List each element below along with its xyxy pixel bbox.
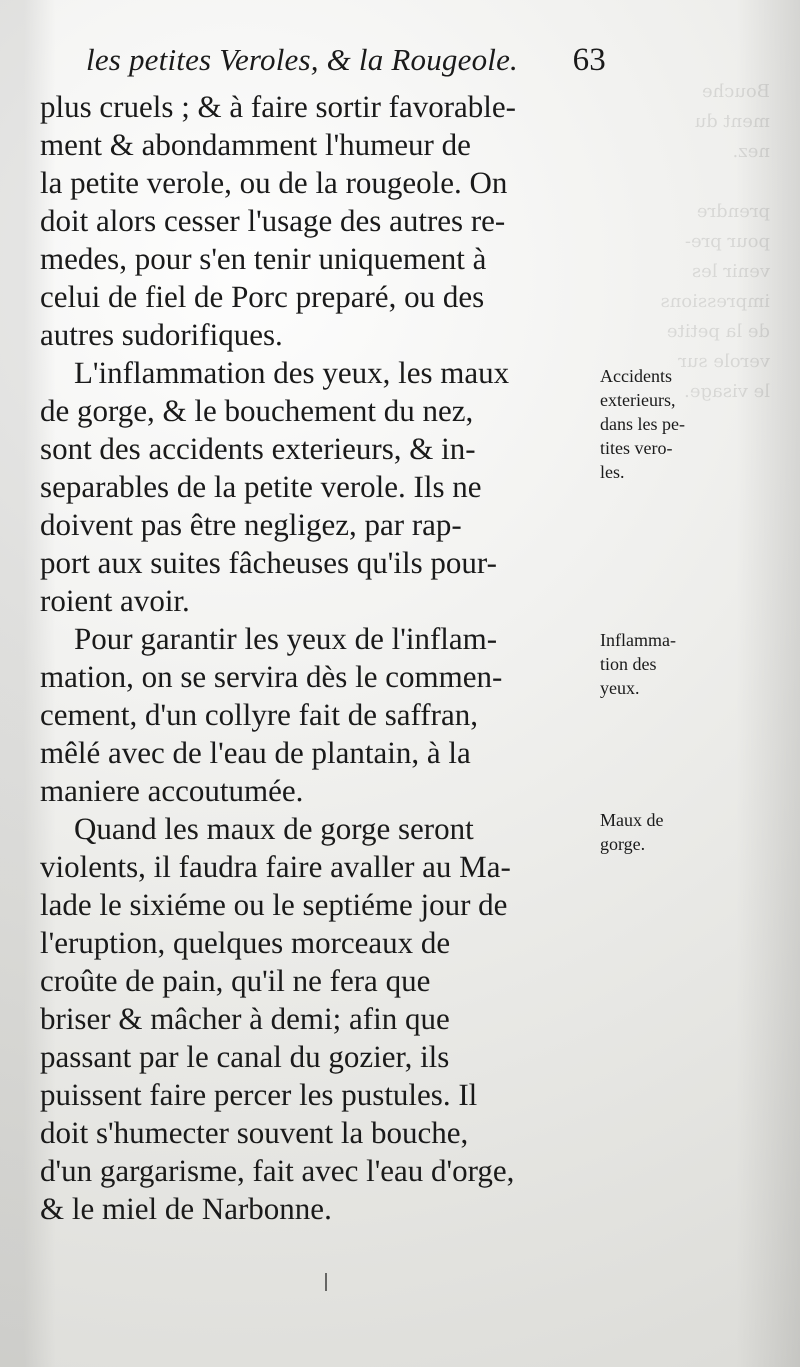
text-line-19: maniere accoutumée. xyxy=(40,773,304,808)
marginal-throat-line-2: gorge. xyxy=(600,834,646,854)
marginal-note-throat xyxy=(600,808,750,856)
text-line-15: Pour garantir les yeux de l'inflam- xyxy=(74,621,498,656)
text-line-8: L'inflammation des yeux, les maux xyxy=(74,355,510,390)
marginal-inflammation-line-2: tion des xyxy=(600,654,657,674)
text-line-17: cement, d'un collyre fait de saffran, xyxy=(40,697,478,732)
text-line-27: puissent faire percer les pustules. Il xyxy=(40,1077,478,1112)
text-line-24: croûte de pain, qu'il ne fera que xyxy=(40,963,431,998)
text-line-1: plus cruels ; & à faire sortir favorable- xyxy=(40,89,517,124)
marginal-accidents-line-4: tites vero- xyxy=(600,438,673,458)
marginal-note-inflammation xyxy=(600,628,750,700)
text-line-4: doit alors cesser l'usage des autres re- xyxy=(40,203,506,238)
marginal-accidents-line-1: Accidents xyxy=(600,366,672,386)
main-text-block xyxy=(40,88,595,1228)
text-line-5: medes, pour s'en tenir uniquement à xyxy=(40,241,487,276)
marginal-inflammation-line-1: Inflamma- xyxy=(600,630,676,650)
text-line-28: doit s'humecter souvent la bouche, xyxy=(40,1115,469,1150)
running-title: les petites Veroles, & la Rougeole. xyxy=(86,42,519,77)
marginal-accidents-line-2: exterieurs, xyxy=(600,390,676,410)
text-line-10: sont des accidents exterieurs, & in- xyxy=(40,431,476,466)
marginal-accidents-line-5: les. xyxy=(600,462,625,482)
bottom-ink-mark xyxy=(325,1273,327,1291)
text-line-2: ment & abondamment l'humeur de xyxy=(40,127,471,162)
text-line-30: & le miel de Narbonne. xyxy=(40,1191,332,1226)
text-line-13: port aux suites fâcheuses qu'ils pour- xyxy=(40,545,497,580)
marginal-note-accidents xyxy=(600,364,750,484)
text-line-12: doivent pas être negligez, par rap- xyxy=(40,507,462,542)
text-line-3: la petite verole, ou de la rougeole. On xyxy=(40,165,508,200)
marginal-throat-line-1: Maux de xyxy=(600,810,664,830)
marginal-accidents-line-3: dans les pe- xyxy=(600,414,685,434)
text-line-23: l'eruption, quelques morceaux de xyxy=(40,925,451,960)
text-line-20: Quand les maux de gorge seront xyxy=(74,811,474,846)
text-line-25: briser & mâcher à demi; afin que xyxy=(40,1001,450,1036)
page-header xyxy=(86,42,606,92)
text-line-16: mation, on se servira dès le commen- xyxy=(40,659,503,694)
text-line-26: passant par le canal du gozier, ils xyxy=(40,1039,450,1074)
text-line-7: autres sudorifiques. xyxy=(40,317,283,352)
text-line-29: d'un gargarisme, fait avec l'eau d'orge, xyxy=(40,1153,515,1188)
text-line-14: roient avoir. xyxy=(40,583,190,618)
text-line-21: violents, il faudra faire avaller au Ma- xyxy=(40,849,511,884)
marginal-inflammation-line-3: yeux. xyxy=(600,678,640,698)
text-line-6: celui de fiel de Porc preparé, ou des xyxy=(40,279,485,314)
text-line-9: de gorge, & le bouchement du nez, xyxy=(40,393,474,428)
text-line-18: mêlé avec de l'eau de plantain, à la xyxy=(40,735,471,770)
text-line-11: separables de la petite verole. Ils ne xyxy=(40,469,482,504)
text-line-22: lade le sixiéme ou le septiéme jour de xyxy=(40,887,508,922)
bleed-through-text: Bouche ment du nez. prendre pour pre- venir les impressions de la petite verole sur le visage. xyxy=(660,81,770,402)
page-number: 63 xyxy=(572,42,606,78)
